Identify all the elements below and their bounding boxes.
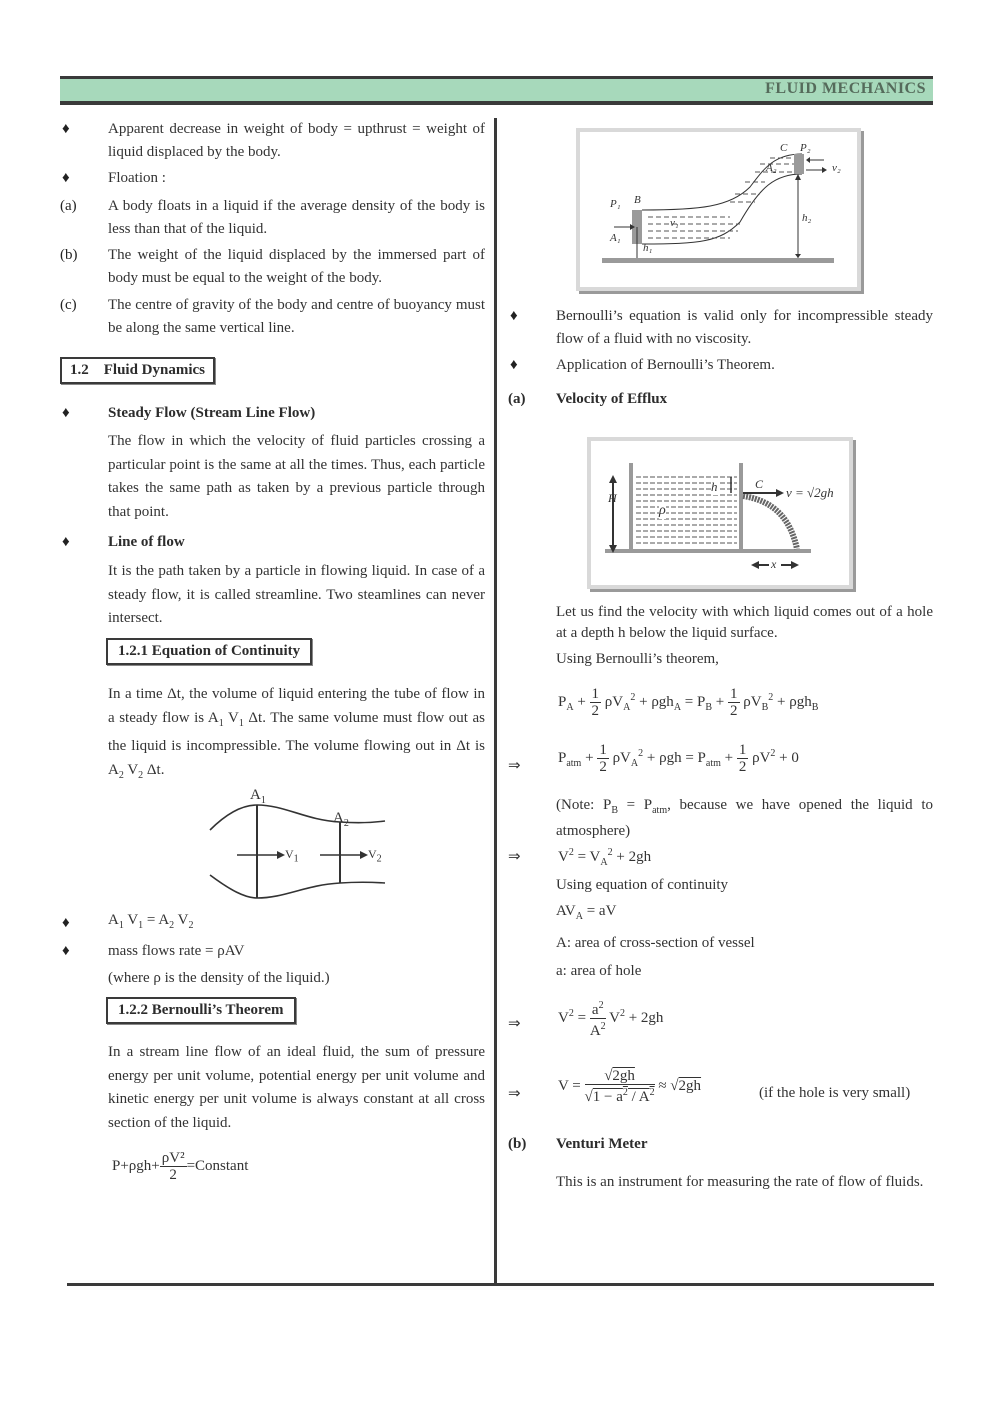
bullet-marker: ♦ bbox=[510, 357, 518, 373]
paragraph-steady-flow: The flow in which the velocity of fluid particles crossing a particular point is the same at all the times. Thus, each particle takes the same path as taken by a previous particle through that point. bbox=[108, 433, 485, 520]
list-item: The centre of gravity of the body and centre of buoyancy must be along the same vertical line. bbox=[108, 297, 485, 336]
bernoulli-general-equation: $P_A$ + $\frac{1}{2}$ $\rho V_A^2 + \rho gh_A = P_B$ + $\frac{1}{2}$ $\rho V_B^2 + \rho gh_B$ bbox=[558, 686, 819, 719]
subheading-line-of-flow: Line of flow bbox=[108, 534, 185, 550]
label-a2: A₂ bbox=[766, 162, 777, 174]
mass-flow-rate: mass flows rate = ρAV bbox=[108, 943, 245, 959]
label-velocity: v = √2gh bbox=[786, 485, 834, 500]
list-item: Application of Bernoulli’s Theorem. bbox=[556, 357, 775, 373]
label-p2: P₂ bbox=[800, 142, 811, 154]
paragraph-bernoulli: In a stream line flow of an ideal fluid, the sum of pressure energy per unit volume, potential energy per unit volume and kinetic energy per unit volume is always constant at all cross section of the liquid. bbox=[108, 1044, 485, 1131]
section-title: Fluid Dynamics bbox=[103, 362, 206, 378]
flow-tube-diagram bbox=[205, 785, 395, 900]
section-number: 1.2 bbox=[70, 362, 89, 378]
header-rule-bottom bbox=[60, 101, 933, 105]
label-a1: A₁ bbox=[610, 232, 621, 244]
bullet-marker: ♦ bbox=[62, 170, 70, 186]
footer-rule bbox=[67, 1283, 934, 1286]
label-h2: h₂ bbox=[802, 212, 812, 224]
bullet-marker: ♦ bbox=[510, 308, 518, 324]
bernoulli-pipe-diagram bbox=[576, 128, 861, 291]
definition-a: a: area of hole bbox=[556, 963, 642, 979]
rho-definition: (where ρ is the density of the liquid.) bbox=[108, 970, 330, 986]
efflux-velocity-equation: V = $\frac{√2gh}{√1 - a^2 / A^2}$ ≈ √2gh bbox=[558, 1068, 702, 1105]
paragraph-efflux: Let us find the velocity with which liquid comes out of a hole at a depth h below the liquid surface. bbox=[556, 604, 933, 641]
column-divider bbox=[494, 118, 497, 1285]
label-rho: ρ bbox=[659, 503, 666, 518]
list-marker: (a) bbox=[60, 198, 77, 214]
label-x: x bbox=[771, 557, 777, 571]
note-pressure: (Note: $P_B = P_{atm}$, because we have opened the liquid to atmosphere) bbox=[556, 797, 933, 839]
section-heading-1-2-1: 1.2.1 Equation of Continuity bbox=[106, 638, 312, 665]
list-item: Floation : bbox=[108, 170, 166, 186]
subheading-venturi-meter: Venturi Meter bbox=[556, 1136, 648, 1152]
label-v2: v₂ bbox=[832, 162, 841, 174]
subheading-steady-flow: Steady Flow (Stream Line Flow) bbox=[108, 405, 316, 421]
bernoulli-equation: P+ρgh+ $\frac{\text{ρV²}}{2}$ =Constant bbox=[112, 1150, 249, 1183]
continuity-area-equation: $AV_A$ = aV bbox=[556, 903, 617, 922]
page-header-title: FLUID MECHANICS bbox=[765, 80, 926, 97]
list-item: A body floats in a liquid if the average density of the body is less than that of the liquid. bbox=[108, 198, 485, 237]
list-item: Bernoulli’s equation is valid only for incompressible steady flow of a fluid with no viscosity. bbox=[556, 308, 933, 347]
label-c: C bbox=[780, 142, 788, 154]
label-a1: $A_1$ bbox=[250, 787, 266, 806]
paragraph-venturi: This is an instrument for measuring the rate of flow of fluids. bbox=[556, 1174, 924, 1190]
paragraph-continuity: In a time Δt, the volume of liquid entering the tube of flow in a steady flow is $A_1$ $V_1$ Δt. The same volume must flow out as the liquid is incompressible. The volume flowing out in Δt is $A_2$ $V_2$ Δt. bbox=[108, 686, 486, 781]
bullet-marker: ♦ bbox=[62, 915, 70, 931]
implies-arrow: ⇒ bbox=[508, 1086, 521, 1102]
list-marker: (c) bbox=[60, 297, 77, 313]
bullet-marker: ♦ bbox=[62, 943, 70, 959]
label-h: h bbox=[711, 479, 718, 494]
label-H: H bbox=[608, 491, 617, 505]
list-marker: (b) bbox=[508, 1136, 527, 1152]
using-continuity: Using equation of continuity bbox=[556, 877, 729, 893]
definition-A: A: area of cross-section of vessel bbox=[556, 935, 755, 951]
small-hole-note: (if the hole is very small) bbox=[759, 1085, 911, 1101]
bullet-marker: ♦ bbox=[62, 405, 70, 421]
label-b: B bbox=[634, 194, 641, 206]
list-marker: (b) bbox=[60, 247, 78, 263]
implies-arrow: ⇒ bbox=[508, 1016, 521, 1032]
using-bernoulli: Using Bernoulli’s theorem, bbox=[556, 651, 719, 667]
bullet-marker: ♦ bbox=[62, 121, 70, 137]
continuity-equation: $A_1$ $V_1 = A_2$ $V_2$ bbox=[108, 912, 194, 931]
label-v2: $V_2$ bbox=[368, 847, 382, 865]
label-v1: $V_1$ bbox=[285, 847, 299, 865]
list-marker: (a) bbox=[508, 391, 526, 407]
label-c: C bbox=[755, 477, 764, 491]
bullet-marker: ♦ bbox=[62, 534, 70, 550]
section-heading-1-2 bbox=[60, 357, 215, 384]
bernoulli-efflux-equation: $P_{atm}$ + $\frac{1}{2}$ $\rho V_A^2 + \rho gh = P_{atm}$ + $\frac{1}{2}$ $\rho V^2 + 0$ bbox=[558, 742, 799, 775]
implies-arrow: ⇒ bbox=[508, 758, 521, 774]
label-v1: v₁ bbox=[670, 217, 679, 229]
subheading-velocity-of-efflux: Velocity of Efflux bbox=[556, 391, 668, 407]
list-item: The weight of the liquid displaced by the immersed part of body must be equal to the weight of the body. bbox=[108, 247, 485, 286]
implies-arrow: ⇒ bbox=[508, 849, 521, 865]
label-p1: P₁ bbox=[610, 198, 621, 210]
velocity-area-equation: $V^2$ = $\frac{a^2}{A^2}$ $V^2 + 2gh$ bbox=[558, 1000, 664, 1039]
label-a2: $A_2$ bbox=[333, 810, 349, 829]
efflux-tank-diagram bbox=[587, 437, 853, 589]
velocity-squared-equation: $V^2 = V_A^2 + 2gh$ bbox=[558, 847, 652, 868]
paragraph-line-of-flow: It is the path taken by a particle in flowing liquid. In case of a steady flow, it is called streamline. Two steamlines can never intersect. bbox=[108, 563, 485, 626]
section-heading-1-2-2: 1.2.2 Bernoulli’s Theorem bbox=[106, 997, 296, 1024]
list-item: Apparent decrease in weight of body = upthrust = weight of liquid displaced by the body. bbox=[108, 121, 485, 160]
label-h1: h₁ bbox=[643, 242, 653, 254]
